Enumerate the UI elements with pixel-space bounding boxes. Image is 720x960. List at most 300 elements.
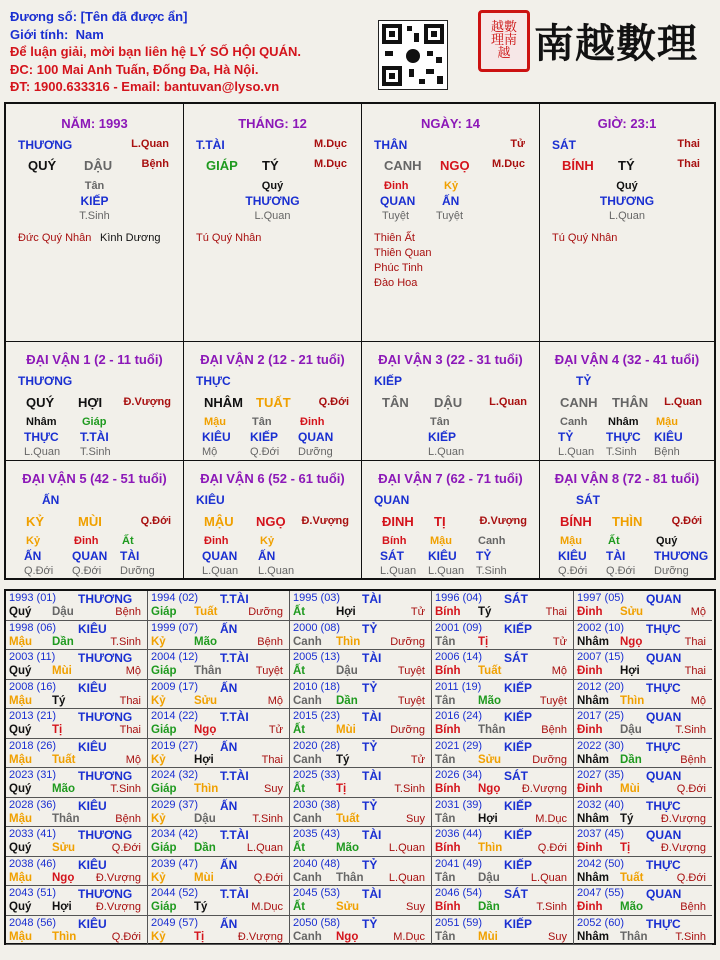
- dai-van-status: Đ.Vượng: [123, 396, 171, 408]
- hidden-status: T.Sinh: [79, 210, 110, 222]
- hidden-status: Tuyệt: [436, 210, 464, 222]
- year-stem: Đinh: [577, 665, 603, 677]
- year-label: 2025 (33): [293, 769, 341, 781]
- dai-van-branch: NGỌ: [256, 514, 286, 529]
- year-stem: Canh: [293, 635, 322, 648]
- year-cell: [148, 798, 290, 828]
- year-god: ẤN: [220, 916, 238, 931]
- year-stem: Mậu: [9, 812, 32, 825]
- hidden-stem: Canh: [478, 535, 506, 547]
- year-branch: Hợi: [336, 606, 356, 618]
- dai-van-title: ĐẠI VẬN 1 (2 - 11 tuổi): [26, 352, 163, 367]
- year-stem: Nhâm: [577, 812, 609, 825]
- year-status: Mộ: [125, 753, 141, 766]
- year-status: Q.Đới: [111, 930, 141, 943]
- year-cell: [574, 857, 712, 887]
- year-god: THƯƠNG: [78, 769, 133, 783]
- year-branch: Mão: [620, 901, 643, 913]
- year-stem: Nhâm: [577, 694, 609, 707]
- dai-van-stem: KỶ: [26, 514, 45, 529]
- year-branch: Hợi: [478, 812, 498, 825]
- year-cell: [6, 886, 148, 916]
- year-god: THƯƠNG: [78, 592, 133, 606]
- hidden-god: THƯƠNG: [599, 194, 655, 208]
- year-status: Dưỡng: [248, 606, 283, 618]
- year-stem: Quý: [9, 842, 32, 854]
- dai-van-title: ĐẠI VẬN 7 (62 - 71 tuổi): [378, 471, 523, 486]
- year-god: T.TÀI: [220, 592, 249, 606]
- year-status: Thai: [545, 606, 567, 618]
- year-label: 2016 (24): [435, 710, 483, 722]
- qr-code-icon[interactable]: [378, 20, 448, 90]
- year-branch: Sửu: [478, 753, 502, 766]
- year-label: 2015 (23): [293, 710, 341, 722]
- year-stem: Tân: [435, 871, 456, 884]
- year-branch: Thìn: [620, 694, 645, 707]
- year-label: 2036 (44): [435, 828, 483, 840]
- dai-van-status: L.Quan: [664, 396, 702, 408]
- dai-van-branch: THÌN: [612, 514, 643, 529]
- year-cell: [574, 591, 712, 621]
- year-label: 2031 (39): [435, 798, 483, 811]
- year-god: TỶ: [362, 621, 378, 636]
- year-god: THỰC: [646, 857, 681, 872]
- year-branch: Tý: [620, 812, 634, 825]
- year-status: Tuyệt: [255, 665, 283, 677]
- year-label: 2019 (27): [151, 739, 199, 752]
- chart-grid: [4, 102, 716, 580]
- year-label: 2029 (37): [151, 798, 199, 811]
- hidden-status: L.Quan: [428, 446, 465, 458]
- year-cell: [574, 916, 712, 946]
- year-cell: [148, 621, 290, 651]
- year-label: 2039 (47): [151, 857, 199, 870]
- year-label: 2009 (17): [151, 680, 199, 693]
- year-cell: [432, 827, 574, 857]
- year-god: ẤN: [220, 680, 238, 695]
- hidden-stem: Mậu: [560, 535, 582, 547]
- hidden-status: L.Quan: [608, 210, 646, 222]
- dai-van-god: ẤN: [42, 493, 60, 507]
- year-status: Q.Đới: [253, 871, 283, 884]
- gender-label: Giới tính:: [10, 26, 69, 42]
- dai-van-stem: QUÝ: [26, 395, 55, 410]
- pillar-stem: QUÝ: [28, 158, 57, 173]
- dai-van-title: ĐẠI VẬN 3 (22 - 31 tuổi): [378, 352, 523, 367]
- hidden-status: Tuyệt: [382, 210, 410, 222]
- year-cell: [290, 739, 432, 769]
- year-status: Thai: [684, 665, 706, 677]
- year-branch: Tý: [336, 753, 350, 766]
- year-label: 2006 (14): [435, 651, 483, 663]
- year-stem: Ất: [293, 783, 306, 795]
- dai-van-title: ĐẠI VẬN 5 (42 - 51 tuổi): [22, 471, 167, 486]
- year-stem: Đinh: [577, 783, 603, 795]
- year-branch: Thân: [336, 871, 364, 884]
- year-stem: Kỷ: [151, 812, 166, 825]
- year-god: KIẾP: [504, 828, 533, 842]
- pillar-branch-status: Bệnh: [141, 158, 169, 170]
- hidden-god: SÁT: [380, 549, 404, 563]
- hidden-stem: Quý: [616, 180, 638, 192]
- hidden-god: KIẾP: [428, 430, 457, 444]
- hidden-stem: Tân: [252, 416, 272, 428]
- year-cell: [432, 621, 574, 651]
- dai-van-god: QUAN: [374, 493, 410, 507]
- hidden-god: THỰC: [24, 430, 59, 444]
- year-cell: [432, 680, 574, 710]
- year-label: 2050 (58): [293, 916, 341, 929]
- year-status: Dưỡng: [390, 635, 425, 648]
- year-god: KIẾP: [504, 710, 533, 724]
- owner-line: Đương số: [Tên đã được ẩn]: [10, 9, 188, 24]
- dai-van-title: ĐẠI VẬN 6 (52 - 61 tuổi): [200, 471, 345, 486]
- year-cell: [574, 886, 712, 916]
- year-status: Bệnh: [115, 606, 141, 618]
- year-stem: Quý: [9, 665, 32, 677]
- year-god: TÀI: [362, 710, 382, 724]
- year-status: Thai: [261, 753, 283, 766]
- hidden-god: T.TÀI: [80, 430, 109, 444]
- hidden-status: T.Sinh: [476, 565, 507, 577]
- year-status: Q.Đới: [537, 842, 567, 854]
- year-branch: Tý: [478, 606, 492, 618]
- year-god: T.TÀI: [220, 769, 249, 783]
- dai-van-cell: [540, 342, 714, 461]
- year-cell: [574, 798, 712, 828]
- year-cell: [148, 739, 290, 769]
- year-branch: Mùi: [336, 724, 356, 736]
- year-branch: Dần: [478, 901, 500, 913]
- year-god: T.TÀI: [220, 887, 249, 901]
- year-branch: Sửu: [194, 694, 218, 707]
- year-branch: Hợi: [194, 753, 214, 766]
- dai-van-status: Q.Đới: [671, 515, 702, 527]
- year-stem: Kỷ: [151, 930, 166, 943]
- dai-van-title: ĐẠI VẬN 2 (12 - 21 tuổi): [200, 352, 345, 367]
- year-cell: [432, 709, 574, 739]
- year-status: Dưỡng: [532, 753, 567, 766]
- hidden-stem: Kỷ: [26, 535, 41, 547]
- year-stem: Bính: [435, 842, 461, 854]
- year-status: Tuyệt: [397, 694, 425, 707]
- year-branch: Dậu: [52, 606, 74, 618]
- year-god: QUAN: [646, 828, 682, 842]
- pillar-god-status: L.Quan: [131, 138, 169, 150]
- year-stem: Đinh: [577, 606, 603, 618]
- year-label: 2003 (11): [9, 651, 56, 663]
- year-cell: [148, 827, 290, 857]
- dai-van-status: Đ.Vượng: [301, 515, 349, 527]
- year-status: Bệnh: [115, 812, 141, 825]
- year-stem: Quý: [9, 724, 32, 736]
- year-cell: [290, 768, 432, 798]
- year-god: KIẾP: [504, 798, 533, 813]
- year-branch: Tý: [194, 901, 208, 913]
- year-branch: Tị: [478, 635, 489, 648]
- hidden-status: L.Quan: [380, 565, 417, 577]
- dai-van-god: KIÊU: [196, 493, 225, 507]
- year-label: 1998 (06): [9, 621, 57, 634]
- hidden-god: ẤN: [24, 549, 42, 563]
- year-status: Đ.Vượng: [95, 901, 141, 913]
- year-branch: Tuất: [620, 871, 644, 884]
- hidden-god: QUAN: [380, 194, 416, 208]
- year-god: TỶ: [362, 739, 378, 754]
- hidden-stem: Kỷ: [260, 535, 275, 547]
- dai-van-stem: ĐINH: [382, 514, 414, 529]
- year-status: Mộ: [267, 694, 283, 707]
- year-cell: [574, 768, 712, 798]
- year-label: 2026 (34): [435, 769, 483, 781]
- hidden-stem: Canh: [560, 416, 588, 428]
- year-status: Đ.Vượng: [660, 842, 706, 854]
- year-god: TÀI: [362, 769, 382, 783]
- hidden-stem: Tân: [84, 180, 105, 192]
- year-status: Bệnh: [680, 753, 706, 766]
- dai-van-cell: [6, 342, 184, 461]
- seal-stamp: 越數 理南 越: [478, 10, 530, 72]
- year-stem: Mậu: [9, 871, 32, 884]
- year-label: 2032 (40): [577, 798, 625, 811]
- year-branch: Sửu: [52, 842, 76, 854]
- year-status: L.Quan: [530, 871, 567, 884]
- year-status: Đ.Vượng: [95, 871, 141, 884]
- pillar-branch: NGỌ: [440, 158, 470, 173]
- hidden-god: ẤN: [258, 549, 276, 563]
- dai-van-branch: DẬU: [434, 395, 463, 410]
- dai-van-stem: MẬU: [204, 514, 234, 529]
- year-stem: Giáp: [151, 606, 177, 618]
- pillar-branch: TÝ: [618, 158, 635, 173]
- year-branch: Thân: [478, 724, 506, 736]
- year-label: 2046 (54): [435, 887, 483, 899]
- pillar-branch: DẬU: [84, 158, 113, 173]
- year-branch: Tuất: [194, 606, 218, 618]
- year-branch: Thìn: [336, 635, 361, 648]
- phone-email-line: ĐT: 1900.633316 - Email: bantuvan@lyso.vn: [10, 79, 280, 94]
- year-stem: Canh: [293, 753, 322, 766]
- year-god: KIẾP: [504, 680, 533, 695]
- year-god: TỶ: [362, 916, 378, 931]
- year-cell: [574, 739, 712, 769]
- pillar-stem: CANH: [384, 158, 422, 173]
- year-god: KIÊU: [78, 916, 107, 931]
- year-branch: Dần: [620, 753, 642, 766]
- year-branch: Thân: [194, 665, 222, 677]
- year-cell: [148, 768, 290, 798]
- year-cell: [6, 768, 148, 798]
- year-label: 2033 (41): [9, 828, 57, 840]
- year-status: T.Sinh: [394, 783, 425, 795]
- year-cell: [148, 650, 290, 680]
- year-branch: Hợi: [52, 901, 72, 913]
- year-god: THỰC: [646, 621, 681, 636]
- year-stem: Bính: [435, 665, 461, 677]
- year-branch: Dậu: [336, 665, 358, 677]
- year-stem: Canh: [293, 930, 322, 943]
- hidden-status: Dưỡng: [298, 446, 333, 458]
- dai-van-cell: [362, 342, 540, 461]
- year-god: QUAN: [646, 651, 682, 665]
- year-god: THƯƠNG: [78, 710, 133, 724]
- year-label: 1993 (01): [9, 592, 57, 604]
- year-god: THƯƠNG: [78, 651, 133, 665]
- hidden-status: Q.Đới: [558, 565, 588, 577]
- year-stem: Đinh: [577, 842, 603, 854]
- year-god: KIẾP: [504, 857, 533, 872]
- year-branch: Tị: [194, 930, 205, 943]
- year-cell: [432, 916, 574, 946]
- year-branch: Tý: [52, 694, 66, 707]
- year-stem: Ất: [293, 901, 306, 913]
- hidden-god: KIÊU: [558, 549, 587, 563]
- year-stem: Giáp: [151, 842, 177, 854]
- hidden-stem: Mậu: [430, 535, 452, 547]
- year-stem: Bính: [435, 724, 461, 736]
- year-status: M.Dục: [535, 812, 567, 825]
- year-stem: Tân: [435, 694, 456, 707]
- hidden-god: TÀI: [120, 549, 140, 563]
- year-branch: Dần: [194, 842, 216, 854]
- shensha-note: Phúc Tinh: [374, 262, 423, 274]
- year-branch: Tuất: [478, 665, 502, 677]
- pillar-branch-status: Thai: [677, 158, 700, 170]
- year-god: T.TÀI: [220, 651, 249, 665]
- contact-line: Để luận giải, mời bạn liên hệ LÝ SỐ HỘI QUÁN.: [10, 44, 301, 59]
- pillar-branch: TÝ: [262, 158, 279, 173]
- hidden-stem: Quý: [261, 180, 284, 192]
- year-status: Mộ: [551, 665, 567, 677]
- year-god: KIẾP: [504, 916, 533, 931]
- year-branch: Mão: [194, 635, 217, 648]
- year-branch: Dậu: [194, 812, 216, 825]
- year-status: Đ.Vượng: [237, 930, 283, 943]
- hidden-god: QUAN: [202, 549, 238, 563]
- year-god: TÀI: [362, 651, 382, 665]
- year-god: TÀI: [362, 887, 382, 901]
- year-branch: Mùi: [478, 930, 498, 943]
- year-cell: [290, 650, 432, 680]
- pillar-god: T.TÀI: [196, 138, 225, 152]
- year-label: 2044 (52): [151, 887, 199, 899]
- year-label: 1995 (03): [293, 592, 341, 604]
- hidden-stem: Quý: [656, 535, 678, 547]
- pillar-branch-status: M.Dục: [492, 158, 525, 170]
- year-god: KIẾP: [504, 621, 533, 636]
- year-stem: Kỷ: [151, 753, 166, 766]
- year-stem: Đinh: [577, 901, 603, 913]
- year-status: Tử: [268, 724, 283, 736]
- year-stem: Mậu: [9, 635, 32, 648]
- dai-van-cell: [6, 461, 184, 578]
- year-stem: Mậu: [9, 753, 32, 766]
- year-branch: Sửu: [620, 606, 644, 618]
- year-branch: Sửu: [336, 901, 360, 913]
- year-label: 1994 (02): [151, 592, 199, 604]
- year-stem: Nhâm: [577, 635, 609, 648]
- year-branch: Mùi: [194, 871, 214, 884]
- year-status: Mộ: [690, 694, 706, 707]
- year-label: 2007 (15): [577, 651, 625, 663]
- hidden-god: KIÊU: [202, 430, 231, 444]
- hidden-god: QUAN: [72, 549, 108, 563]
- year-stem: Giáp: [151, 783, 177, 795]
- year-god: SÁT: [504, 769, 528, 783]
- year-status: Suy: [406, 901, 425, 913]
- hidden-god: KIẾP: [250, 430, 279, 444]
- hidden-status: L.Quan: [202, 565, 239, 577]
- year-cell: [574, 709, 712, 739]
- hidden-god: ẤN: [442, 194, 460, 208]
- hidden-stem: Đinh: [74, 535, 99, 547]
- year-cell: [6, 591, 148, 621]
- year-branch: Thân: [52, 812, 80, 825]
- hidden-status: T.Sinh: [606, 446, 637, 458]
- year-cell: [290, 827, 432, 857]
- pillar-god-status: Thai: [677, 138, 700, 150]
- pillar-cell: [184, 104, 362, 342]
- year-branch: Dậu: [620, 724, 642, 736]
- year-cell: [148, 591, 290, 621]
- year-status: Thai: [119, 694, 141, 707]
- dai-van-god: SÁT: [576, 493, 600, 507]
- year-stem: Quý: [9, 783, 32, 795]
- year-branch: Tị: [336, 783, 347, 795]
- dai-van-cell: [184, 461, 362, 578]
- year-god: TÀI: [362, 828, 382, 842]
- year-cell: [148, 680, 290, 710]
- year-cell: [148, 709, 290, 739]
- year-stem: Quý: [9, 606, 32, 618]
- year-status: T.Sinh: [675, 930, 706, 943]
- year-god: ẤN: [220, 739, 238, 754]
- year-cell: [290, 798, 432, 828]
- year-stem: Nhâm: [577, 871, 609, 884]
- year-stem: Tân: [435, 812, 456, 825]
- year-god: SÁT: [504, 887, 528, 901]
- year-label: 1996 (04): [435, 592, 483, 604]
- hidden-stem: Đinh: [300, 416, 325, 428]
- year-stem: Nhâm: [577, 753, 609, 766]
- year-cell: [6, 621, 148, 651]
- year-status: Thai: [684, 635, 706, 648]
- year-god: THỰC: [646, 916, 681, 931]
- year-cell: [574, 827, 712, 857]
- year-cell: [290, 916, 432, 946]
- year-cell: [6, 680, 148, 710]
- year-label: 2017 (25): [577, 710, 625, 722]
- dai-van-god: TỶ: [576, 374, 592, 388]
- year-branch: Tuất: [336, 812, 360, 825]
- year-god: ẤN: [220, 621, 238, 636]
- hidden-god: KIÊU: [428, 549, 457, 563]
- year-status: Q.Đới: [676, 871, 706, 884]
- year-stem: Ất: [293, 724, 306, 736]
- year-cell: [432, 768, 574, 798]
- year-branch: Thìn: [194, 783, 219, 795]
- pillar-god: SÁT: [552, 138, 576, 152]
- dai-van-god: THỰC: [196, 374, 231, 388]
- dai-van-branch: TỊ: [434, 514, 446, 529]
- year-stem: Tân: [435, 753, 456, 766]
- year-cell: [290, 621, 432, 651]
- hidden-god: THƯƠNG: [245, 194, 300, 208]
- year-god: KIẾP: [504, 739, 533, 754]
- pillar-cell: [362, 104, 540, 342]
- dai-van-title: ĐẠI VẬN 4 (32 - 41 tuổi): [554, 352, 700, 367]
- dai-van-branch: TUẤT: [256, 395, 291, 410]
